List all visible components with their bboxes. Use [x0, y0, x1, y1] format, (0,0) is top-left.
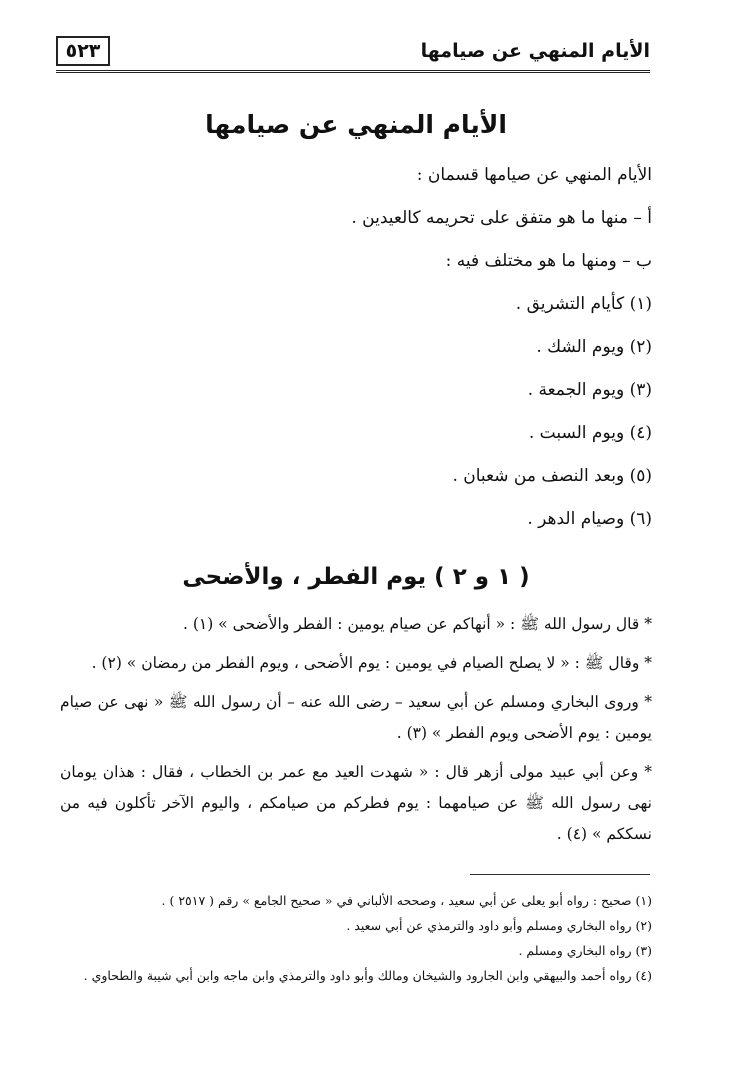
intro-line: أ – منها ما هو متفق على تحريمه كالعيدين . [351, 208, 652, 228]
running-title: الأيام المنهي عن صيامها [420, 40, 650, 62]
list-item: (١) كأيام التشريق . [515, 294, 652, 314]
list-item: (٣) ويوم الجمعة . [527, 380, 652, 400]
list-item: (٤) ويوم السبت . [528, 423, 652, 443]
hadith-paragraph: * وعن أبي عبيد مولى أزهر قال : « شهدت العيد مع عمر بن الخطاب ، فقال : هذان يومان نهى رسول الله ﷺ عن صيامهما : يوم فطركم من صيامكم ، واليوم الآخر تأكلون فيه من نسككم » (٤) . [60, 763, 652, 843]
page-header [56, 36, 650, 73]
intro-line: الأيام المنهي عن صيامها قسمان : [416, 165, 652, 185]
chapter-title: الأيام المنهي عن صيامها [205, 110, 507, 139]
footnote: (٢) رواه البخاري ومسلم وأبو داود والترمذي عن أبي سعيد . [346, 918, 652, 933]
page-number-box: ٥٢٣ [56, 36, 110, 66]
footnote: (١) صحيح : رواه أبو يعلى عن أبي سعيد ، وصححه الألباني في « صحيح الجامع » رقم ( ٢٥١٧ ) . [161, 893, 652, 908]
footnote: (٤) رواه أحمد والبيهقي وابن الجارود والشيخان ومالك وأبو داود والترمذي وابن ماجه وابن أبي شيبة والطحاوي . [83, 968, 652, 983]
section-heading: ( ١ و ٢ ) يوم الفطر ، والأضحى [182, 564, 530, 590]
list-item: (٦) وصيام الدهر . [527, 509, 652, 529]
hadith-paragraph: * وروى البخاري ومسلم عن أبي سعيد – رضى الله عنه – أن رسول الله ﷺ « نهى عن صيام يومين : يوم الأضحى ويوم الفطر » (٣) . [60, 693, 652, 742]
list-item: (٢) ويوم الشك . [536, 337, 652, 357]
hadith-paragraph: * وقال ﷺ : « لا يصلح الصيام في يومين : يوم الأضحى ، ويوم الفطر من رمضان » (٢) . [91, 654, 652, 672]
footnotes [60, 888, 652, 988]
intro-line: ب – ومنها ما هو مختلف فيه : [445, 251, 652, 271]
hadith-paragraph: * قال رسول الله ﷺ : « أنهاكم عن صيام يومين : الفطر والأضحى » (١) . [182, 615, 652, 633]
main-content [60, 96, 652, 850]
footnote: (٣) رواه البخاري ومسلم . [518, 943, 652, 958]
footnote-divider [470, 874, 650, 875]
list-item: (٥) وبعد النصف من شعبان . [452, 466, 652, 486]
